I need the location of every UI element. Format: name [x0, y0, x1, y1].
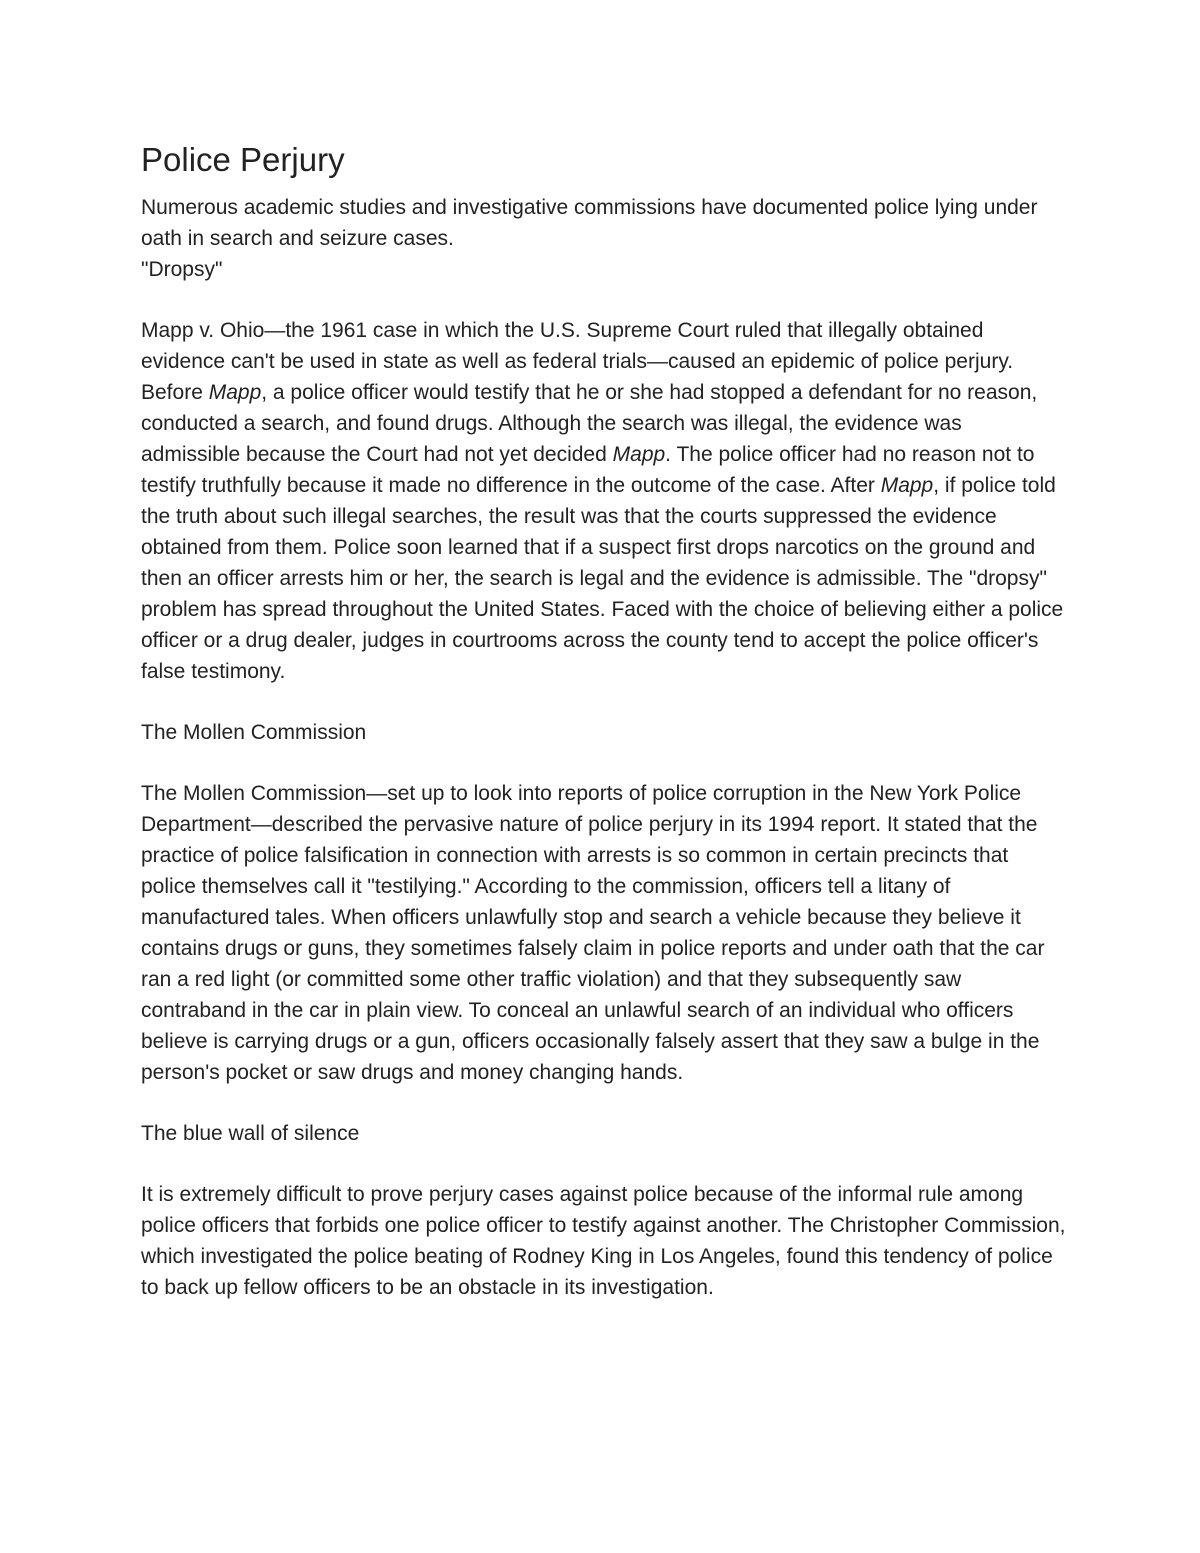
spacer: [141, 285, 1066, 315]
intro-paragraph: Numerous academic studies and investigative commissions have documented police lying under oath in search and seizure cases.: [141, 196, 1038, 250]
document-title: Police Perjury: [141, 141, 345, 178]
mollen-paragraph: The Mollen Commission—set up to look into reports of police corruption in the New York Police Department—described the pervasive nature of police perjury in its 1994 report. It stated that the practice of police falsification in connection with arrests is so common in certain precincts that police themselves call it "testilying." According to the commission, officers tell a litany of manufactured tales. When officers unlawfully stop and search a vehicle because they believe it contains drugs or guns, they sometimes falsely claim in police reports and under oath that the car ran a red light (or committed some other traffic violation) and that they subsequently saw contraband in the car in plain view. To conceal an unlawful search of an individual who officers believe is carrying drugs or a gun, officers occasionally falsely assert that they saw a bulge in the person's pocket or saw drugs and money changing hands.: [141, 782, 1045, 1084]
section-heading-mollen: The Mollen Commission: [141, 721, 367, 744]
text-run: , a police officer would testify that he or she had stopped a defendant for no reason, conducted a search, and found drugs. Although the search was illegal, the evidence was admissible because the Court had not yet decided: [141, 381, 1038, 466]
dropsy-paragraph: [141, 315, 1066, 687]
spacer: [141, 1149, 1066, 1179]
case-name-italic: Mapp: [880, 474, 934, 497]
spacer: [141, 748, 1066, 778]
case-name-italic: Mapp: [612, 443, 666, 466]
section-heading-blue-wall: The blue wall of silence: [141, 1122, 360, 1145]
case-name-italic: Mapp: [208, 381, 262, 404]
text-run: , if police told the truth about such illegal searches, the result was that the courts suppressed the evidence obtained from them. Police soon learned that if a suspect first drops narcotics on the ground and then an officer arrests him or her, the search is legal and the evidence is admissible. The "dropsy" problem has spread throughout the United States. Faced with the choice of believing either a police officer or a drug dealer, judges in courtrooms across the county tend to accept the police officer's false testimony.: [141, 474, 1064, 683]
text-run: . The police officer had no reason not to testify truthfully because it made no difference in the outcome of the case. After: [141, 443, 1035, 497]
blue-wall-paragraph: It is extremely difficult to prove perjury cases against police because of the informal rule among police officers that forbids one police officer to testify against another. The Christopher Commission, which investigated the police beating of Rodney King in Los Angeles, found this tendency of police to back up fellow officers to be an obstacle in its investigation.: [141, 1183, 1066, 1299]
spacer: [141, 687, 1066, 717]
document-page: [141, 138, 1066, 1303]
text-run: Mapp v. Ohio—the 1961 case in which the U.S. Supreme Court ruled that illegally obtained evidence can't be used in state as well as federal trials—caused an epidemic of police perjury. Before: [141, 319, 1014, 404]
spacer: [141, 1088, 1066, 1118]
section-heading-dropsy: "Dropsy": [141, 258, 223, 281]
